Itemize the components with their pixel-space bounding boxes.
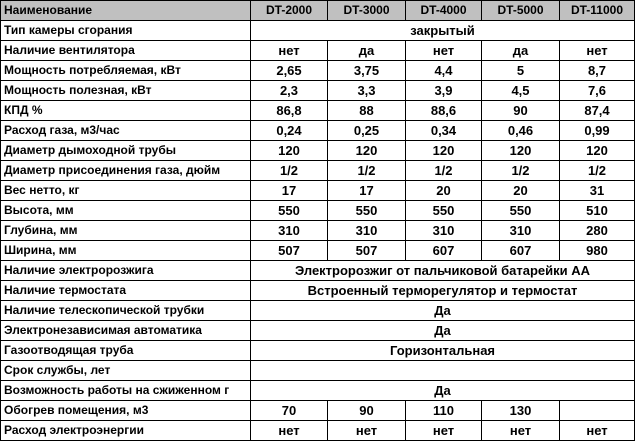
table-row — [1, 101, 635, 121]
row-value: 130 — [482, 401, 560, 421]
row-value: 2,65 — [251, 61, 328, 81]
row-label: Электронезависимая автоматика — [1, 321, 251, 341]
row-value: 70 — [251, 401, 328, 421]
row-value: 1/2 — [560, 161, 635, 181]
row-label: Тип камеры сгорания — [1, 21, 251, 41]
row-value: 120 — [560, 141, 635, 161]
row-label: Расход электроэнергии — [1, 421, 251, 441]
row-value: 310 — [406, 221, 482, 241]
row-value: да — [482, 41, 560, 61]
row-label: Срок службы, лет — [1, 361, 251, 381]
header-model: DT-2000 — [251, 1, 328, 21]
row-label: Высота, мм — [1, 201, 251, 221]
row-value: нет — [482, 421, 560, 441]
row-value: 110 — [406, 401, 482, 421]
row-merged-value: Да — [251, 301, 635, 321]
table-row — [1, 141, 635, 161]
table-row — [1, 341, 635, 361]
row-value: 87,4 — [560, 101, 635, 121]
row-value: 86,8 — [251, 101, 328, 121]
row-label: КПД % — [1, 101, 251, 121]
row-value: 120 — [328, 141, 406, 161]
row-merged-value: Да — [251, 321, 635, 341]
table-row — [1, 281, 635, 301]
row-value: 8,7 — [560, 61, 635, 81]
row-value: 5 — [482, 61, 560, 81]
table-row — [1, 201, 635, 221]
row-label: Диаметр присоединения газа, дюйм — [1, 161, 251, 181]
header-model: DT-3000 — [328, 1, 406, 21]
row-value: 120 — [251, 141, 328, 161]
row-value: 88,6 — [406, 101, 482, 121]
table-row — [1, 421, 635, 441]
row-value: нет — [251, 41, 328, 61]
row-value: 2,3 — [251, 81, 328, 101]
row-value: 507 — [328, 241, 406, 261]
row-value: 20 — [406, 181, 482, 201]
header-row — [1, 1, 635, 21]
row-label: Наличие электророзжига — [1, 261, 251, 281]
header-model: DT-5000 — [482, 1, 560, 21]
row-value: да — [328, 41, 406, 61]
row-label: Обогрев помещения, м3 — [1, 401, 251, 421]
row-label: Наличие термостата — [1, 281, 251, 301]
row-value: 17 — [328, 181, 406, 201]
row-value: 310 — [251, 221, 328, 241]
row-value: 7,6 — [560, 81, 635, 101]
table-row — [1, 161, 635, 181]
row-value: 4,4 — [406, 61, 482, 81]
row-value: 0,46 — [482, 121, 560, 141]
table-row — [1, 361, 635, 381]
header-name: Наименование — [1, 1, 251, 21]
row-label: Возможность работы на сжиженном г — [1, 381, 251, 401]
row-label: Газоотводящая труба — [1, 341, 251, 361]
row-label: Мощность потребляемая, кВт — [1, 61, 251, 81]
row-value: 310 — [482, 221, 560, 241]
table-row — [1, 241, 635, 261]
row-value: 1/2 — [482, 161, 560, 181]
table-row — [1, 301, 635, 321]
row-label: Ширина, мм — [1, 241, 251, 261]
table-row — [1, 121, 635, 141]
row-merged-value: закрытый — [251, 21, 635, 41]
row-value: 120 — [482, 141, 560, 161]
row-value: 1/2 — [328, 161, 406, 181]
row-label: Наличие вентилятора — [1, 41, 251, 61]
table-body — [1, 1, 635, 441]
row-value: 120 — [406, 141, 482, 161]
row-value: 1/2 — [406, 161, 482, 181]
table-row — [1, 401, 635, 421]
row-value: нет — [560, 41, 635, 61]
row-value: 0,34 — [406, 121, 482, 141]
row-value: 980 — [560, 241, 635, 261]
row-merged-value: Да — [251, 381, 635, 401]
table-row — [1, 221, 635, 241]
row-value: 607 — [406, 241, 482, 261]
row-value: 280 — [560, 221, 635, 241]
table-row — [1, 381, 635, 401]
row-label: Мощность полезная, кВт — [1, 81, 251, 101]
row-value: 20 — [482, 181, 560, 201]
row-value: 0,24 — [251, 121, 328, 141]
row-merged-value: Встроенный терморегулятор и термостат — [251, 281, 635, 301]
row-value: нет — [328, 421, 406, 441]
row-value: 3,9 — [406, 81, 482, 101]
row-value: 31 — [560, 181, 635, 201]
header-model: DT-11000 — [560, 1, 635, 21]
row-value: 90 — [328, 401, 406, 421]
row-label: Расход газа, м3/час — [1, 121, 251, 141]
table-row — [1, 261, 635, 281]
row-value: 17 — [251, 181, 328, 201]
row-merged-value — [251, 361, 635, 381]
row-merged-value: Горизонтальная — [251, 341, 635, 361]
header-model: DT-4000 — [406, 1, 482, 21]
row-value: 3,3 — [328, 81, 406, 101]
row-merged-value: Электророзжиг от пальчиковой батарейки АА — [251, 261, 635, 281]
table-row — [1, 41, 635, 61]
row-value: 0,99 — [560, 121, 635, 141]
row-value: 1/2 — [251, 161, 328, 181]
row-value: 550 — [328, 201, 406, 221]
row-label: Глубина, мм — [1, 221, 251, 241]
row-value: нет — [560, 421, 635, 441]
table-row — [1, 21, 635, 41]
row-value: нет — [406, 421, 482, 441]
row-value: 90 — [482, 101, 560, 121]
row-value: 507 — [251, 241, 328, 261]
row-value: 510 — [560, 201, 635, 221]
table-row — [1, 181, 635, 201]
row-label: Диаметр дымоходной трубы — [1, 141, 251, 161]
row-value: 550 — [406, 201, 482, 221]
row-value: 550 — [482, 201, 560, 221]
row-value: 0,25 — [328, 121, 406, 141]
row-label: Вес нетто, кг — [1, 181, 251, 201]
row-value: 310 — [328, 221, 406, 241]
row-value: 550 — [251, 201, 328, 221]
row-value: нет — [251, 421, 328, 441]
row-value: 4,5 — [482, 81, 560, 101]
row-value: 3,75 — [328, 61, 406, 81]
row-value — [560, 401, 635, 421]
row-value: 88 — [328, 101, 406, 121]
table-row — [1, 61, 635, 81]
row-label: Наличие телескопической трубки — [1, 301, 251, 321]
table-row — [1, 81, 635, 101]
row-value: 607 — [482, 241, 560, 261]
table-row — [1, 321, 635, 341]
row-value: нет — [406, 41, 482, 61]
